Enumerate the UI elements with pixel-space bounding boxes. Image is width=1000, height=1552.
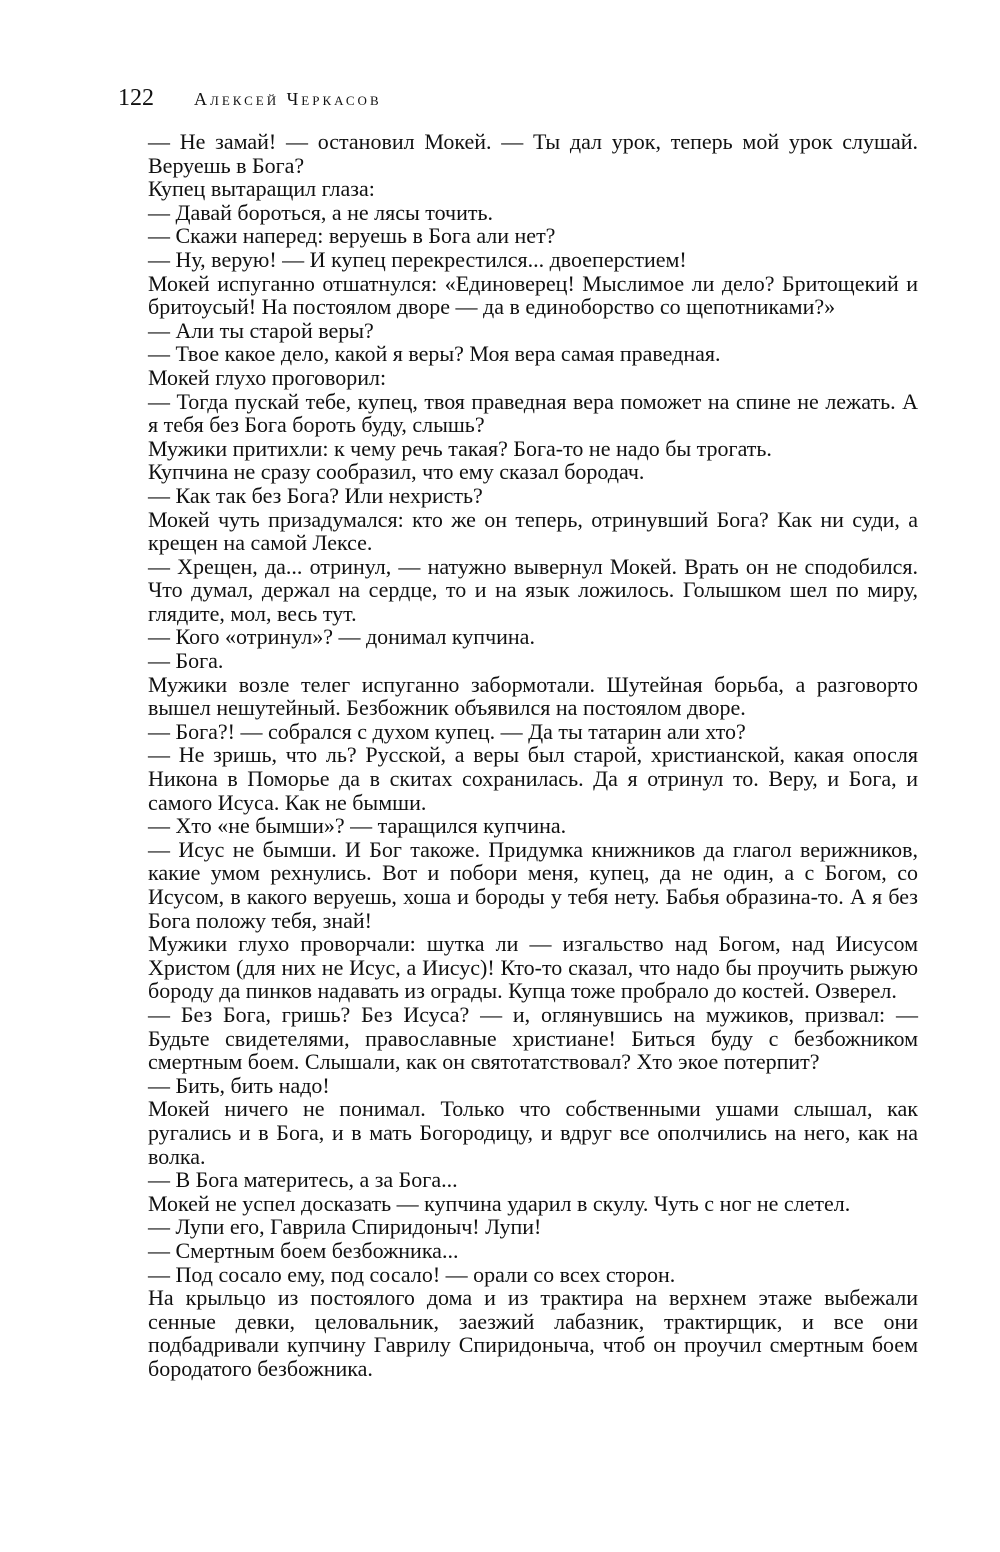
paragraph: — Твое какое дело, какой я веры? Моя вера самая праведная. [148, 341, 721, 367]
page-number: 122 [118, 85, 154, 111]
paragraph: — Лупи его, Гаврила Спиридоныч! Лупи! [148, 1214, 542, 1240]
paragraph: — Давай бороться, а не лясы точить. [148, 199, 494, 225]
paragraph: Мокей не успел досказать — купчина ударил в скулу. Чуть с ног не слетел. [148, 1190, 851, 1216]
running-head: Алексей Черкасов [194, 89, 382, 109]
paragraph: Мокей ничего не понимал. Только что собственными ушами слышал, как ругались и в Бога, и в мать Богородицу, и вдруг все ополчились на него, как на волка. [148, 1096, 918, 1169]
paragraph: Мужики притихли: к чему речь такая? Бога-то не надо бы трогать. [148, 435, 772, 461]
paragraph: — Не замай! — остановил Мокей. — Ты дал урок, теперь мой урок слушай. Веруешь в Бога? [148, 129, 918, 178]
paragraph: — Бога?! — собрался с духом купец. — Да ты татарин али хто? [148, 718, 746, 744]
paragraph: — Без Бога, гришь? Без Исуса? — и, оглянувшись на мужиков, призвал: — Будьте свидетелями, православные христиане! Биться буду с безбожником смертным боем. Слышали, как он святотатствовал? Хто экое потерпит? [148, 1001, 918, 1075]
paragraph: — Кого «отринул»? — донимал купчина. [148, 624, 535, 650]
paragraph: — В Бога материтесь, а за Бога... [148, 1167, 458, 1193]
paragraph: Мокей чуть призадумался: кто же он теперь, отринувший Бога? Как ни суди, а крещен на самой Лексе. [148, 506, 918, 556]
paragraph: — Бить, бить надо! [148, 1072, 330, 1098]
paragraph: — Ну, верую! — И купец перекрестился... двоеперстием! [148, 246, 687, 272]
paragraph: — Али ты старой веры? [148, 317, 374, 343]
paragraph: Купчина не сразу сообразил, что ему сказал бородач. [148, 459, 645, 485]
paragraph: Мокей глухо проговорил: [148, 364, 387, 390]
body-text [148, 130, 918, 1380]
paragraph: — Хто «не бымши»? — таращился купчина. [148, 813, 567, 839]
paragraph: — Исус не бымши. И Бог такоже. Придумка книжников да глагол верижников, какие умом рехнулись. Вот и побори меня, купец, да не один, а с Богом, со Исусом, в какого веруешь, хоша и бороды у тебя нету. Бабья образина-то. А я без Бога положу тебя, знай! [148, 836, 918, 933]
paragraph: — Не зришь, что ль? Русской, а веры был старой, христианской, какая опосля Никона в Поморье да в скитах сохранилась. Да я отринул то. Веру, и Бога, и самого Исуса. Как не бымши. [148, 742, 918, 815]
paragraph: Мужики возле телег испуганно забормотали. Шутейная борьба, а разговорто вышел нешутейный. Безбожник объявился на постоялом дворе. [148, 671, 918, 721]
paragraph: — Смертным боем безбожника... [148, 1237, 459, 1263]
paragraph: Купец вытаращил глаза: [148, 176, 375, 202]
page-header [118, 85, 382, 112]
paragraph: — Тогда пускай тебе, купец, твоя праведная вера поможет на спине не лежать. А я тебя без Бога бороть буду, слышь? [148, 388, 918, 438]
paragraph: Мужики глухо проворчали: шутка ли — изгальство над Богом, над Иисусом Христом (для них не Исус, а Иисус)! Кто-то сказал, что надо бы проучить рыжую бороду да пинков надавать из ограды. Купца тоже пробрало до костей. Озверел. [148, 931, 918, 1004]
paragraph: — Бога. [148, 648, 224, 674]
paragraph: — Как так без Бога? Или нехристь? [148, 482, 483, 508]
paragraph: — Под сосало ему, под сосало! — орали со всех сторон. [148, 1261, 676, 1287]
paragraph: — Скажи наперед: веруешь в Бога али нет? [148, 223, 556, 249]
paragraph: — Хрещен, да... отринул, — натужно вывернул Мокей. Врать он не сподобился. Что думал, держал на сердце, то и на язык ложилось. Голышком шел по миру, глядите, мол, весь тут. [148, 553, 918, 626]
paragraph: Мокей испуганно отшатнулся: «Единоверец! Мыслимое ли дело? Бритощекий и бритоусый! На постоялом дворе — да в единоборство со щепотниками?» [148, 270, 918, 320]
paragraph: На крыльцо из постоялого дома и из трактира на верхнем этаже выбежали сенные девки, целовальник, заезжий лабазник, трактирщик, и все они подбадривали купчину Гаврилу Спиридоныча, чтоб он проучил смертным боем бородатого безбожника. [148, 1285, 918, 1381]
